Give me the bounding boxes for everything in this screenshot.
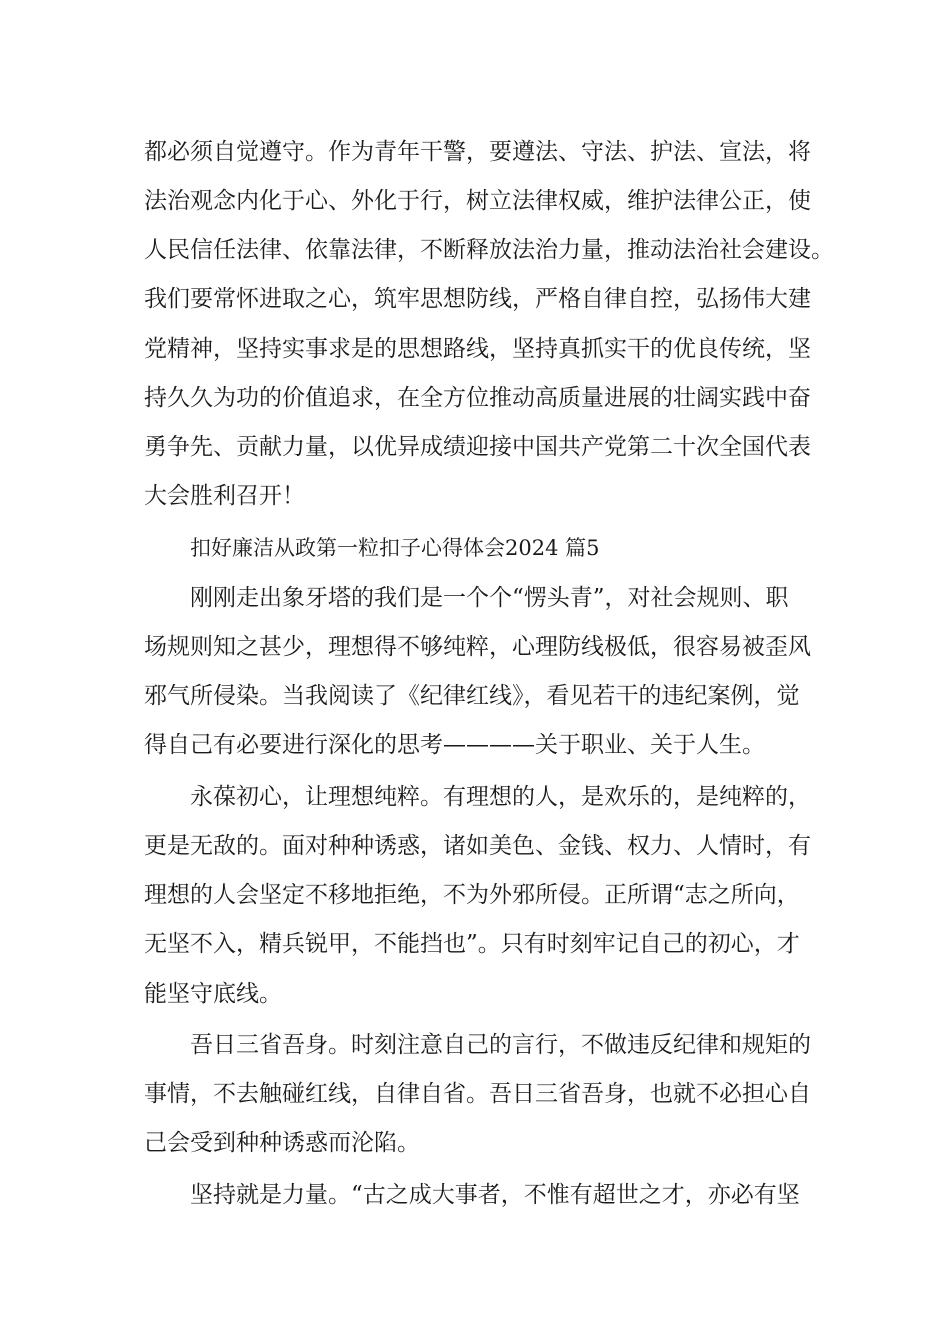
paragraph-1-line-1: 都必须自觉遵守。作为青年干警，要遵法、守法、护法、宣法，将 (144, 139, 811, 165)
paragraph-1-line-3: 人民信任法律、依靠法律，不断释放法治力量，推动法治社会建设。 (144, 237, 834, 263)
paragraph-1-line-2: 法治观念内化于心、外化于行，树立法律权威，维护法律公正，使 (144, 188, 811, 214)
paragraph-1-line-4: 我们要常怀进取之心，筑牢思想防线，严格自律自控，弘扬伟大建 (144, 286, 811, 312)
paragraph-1-line-6: 持久久为功的价值追求，在全方位推动高质量进展的壮阔实践中奋 (144, 385, 811, 411)
paragraph-2-line-4: 得自己有必要进行深化的思考————关于职业、关于人生。 (144, 732, 765, 758)
section-heading: 扣好廉洁从政第一粒扣子心得体会2024 篇5 (190, 536, 600, 560)
paragraph-2-line-3: 邪气所侵染。当我阅读了《纪律红线》，看见若干的违纪案例，觉 (144, 683, 800, 709)
paragraph-1-line-5: 党精神，坚持实事求是的思想路线，坚持真抓实干的优良传统，坚 (144, 336, 811, 362)
paragraph-3-line-2: 更是无敌的。面对种种诱惑，诸如美色、金钱、权力、人情时，有 (144, 833, 811, 859)
paragraph-5-line-1: 坚持就是力量。“古之成大事者，不惟有超世之才，亦必有坚 (190, 1182, 800, 1208)
paragraph-2-line-2: 场规则知之甚少，理想得不够纯粹，心理防线极低，很容易被歪风 (144, 634, 811, 660)
paragraph-3-line-5: 能坚守底线。 (144, 981, 282, 1007)
paragraph-2-line-1: 刚刚走出象牙塔的我们是一个个“愣头青”，对社会规则、职 (190, 585, 789, 611)
paragraph-3-line-1: 永葆初心，让理想纯粹。有理想的人，是欢乐的，是纯粹的， (190, 784, 811, 810)
paragraph-4-line-1: 吾日三省吾身。时刻注意自己的言行，不做违反纪律和规矩的 (190, 1032, 811, 1058)
paragraph-1-line-7: 勇争先、贡献力量，以优异成绩迎接中国共产党第二十次全国代表 (144, 434, 811, 460)
paragraph-3-line-4: 无坚不入，精兵锐甲，不能挡也”。只有时刻牢记自己的初心，才 (144, 931, 800, 957)
paragraph-4-line-3: 己会受到种种诱惑而沦陷。 (144, 1130, 420, 1156)
paragraph-1-line-8: 大会胜利召开！ (144, 483, 305, 509)
paragraph-3-line-3: 理想的人会坚定不移地拒绝，不为外邪所侵。正所谓“志之所向， (144, 882, 800, 908)
paragraph-4-line-2: 事情，不去触碰红线，自律自省。吾日三省吾身，也就不必担心自 (144, 1081, 811, 1107)
